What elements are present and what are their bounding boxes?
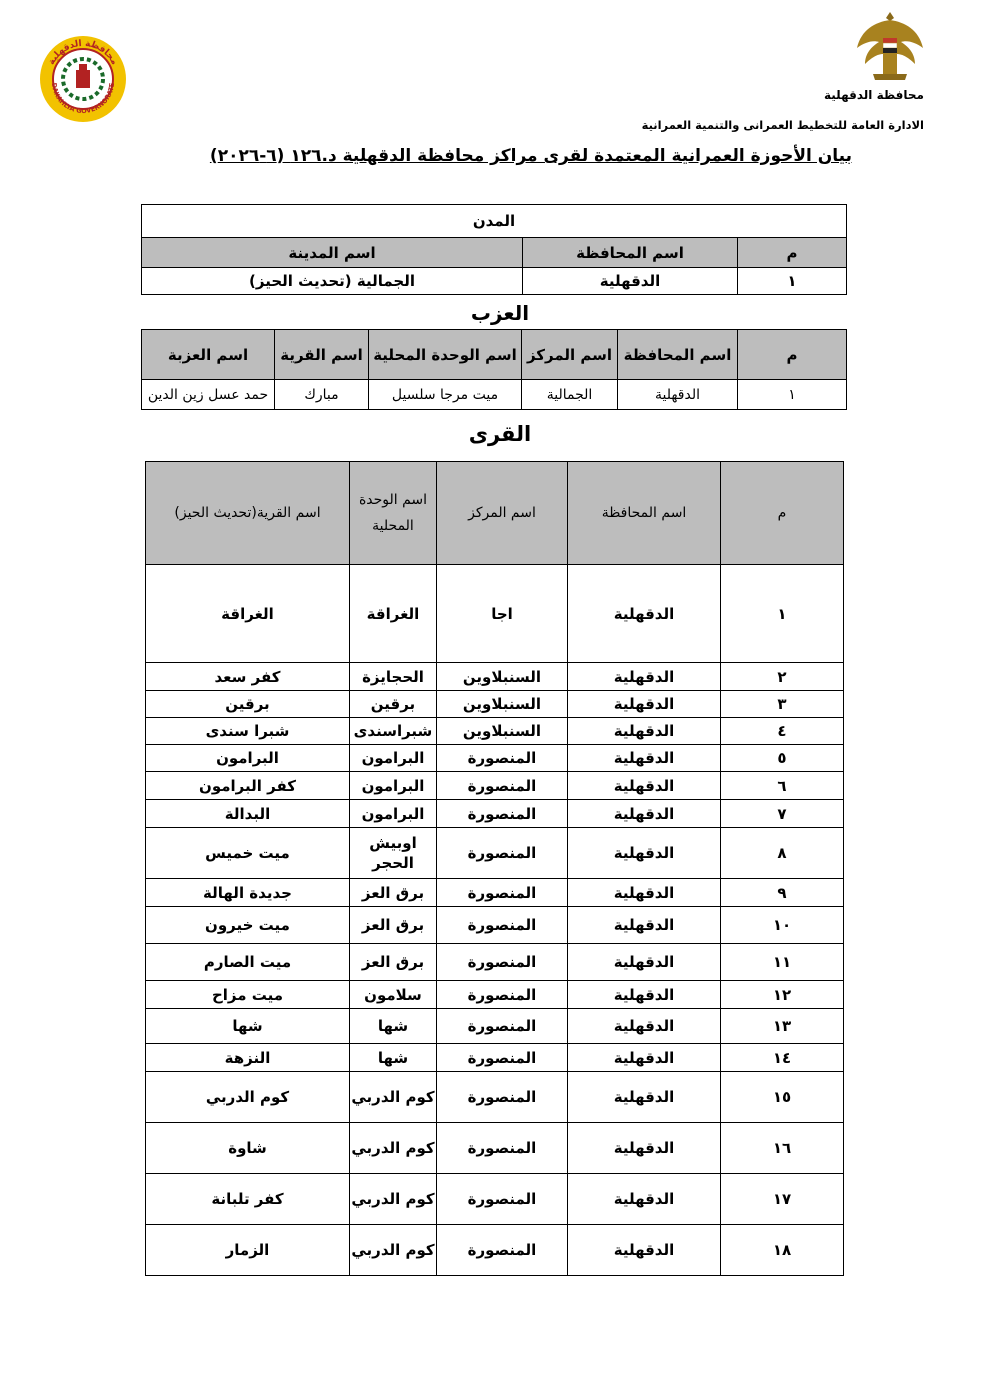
cell-unit: كوم الدربي <box>350 1072 437 1123</box>
col-markaz-header: اسم المركز <box>437 462 568 565</box>
table-row <box>146 745 844 772</box>
cell-markaz: السنبلاوين <box>437 691 568 718</box>
cell-markaz: المنصورة <box>437 1174 568 1225</box>
cell-governorate: الدقهلية <box>618 380 738 410</box>
cell-num: ٥ <box>721 745 844 772</box>
cell-unit: الغراقة <box>350 565 437 663</box>
table-row <box>146 1009 844 1044</box>
cell-num: ١٢ <box>721 981 844 1009</box>
table-row <box>142 268 847 295</box>
cell-governorate: الدقهلية <box>568 1225 721 1276</box>
cell-num: ١٠ <box>721 907 844 944</box>
cell-unit: شبراسندى <box>350 718 437 745</box>
cell-markaz: المنصورة <box>437 981 568 1009</box>
cell-num: ١٥ <box>721 1072 844 1123</box>
table-row <box>146 944 844 981</box>
cell-governorate: الدقهلية <box>568 1174 721 1225</box>
cell-markaz: المنصورة <box>437 745 568 772</box>
cell-village: مبارك <box>275 380 369 410</box>
cell-unit: اوبيش الحجر <box>350 828 437 879</box>
cell-ezba: حمد عسل زين الدين <box>142 380 275 410</box>
cell-markaz: المنصورة <box>437 1123 568 1174</box>
cell-num: ١٨ <box>721 1225 844 1276</box>
cell-unit: برق العز <box>350 879 437 907</box>
cell-governorate: الدقهلية <box>568 828 721 879</box>
table-row <box>146 663 844 691</box>
cell-unit: ميت مرجا سلسيل <box>369 380 522 410</box>
cell-unit: برقين <box>350 691 437 718</box>
cell-village: ميت خيرون <box>146 907 350 944</box>
cell-village: برقين <box>146 691 350 718</box>
cities-table <box>141 204 847 295</box>
cell-num: ٧ <box>721 800 844 828</box>
ezbas-section-title: العزب <box>470 301 530 325</box>
cell-unit: كوم الدربي <box>350 1174 437 1225</box>
cell-governorate: الدقهلية <box>568 879 721 907</box>
cell-markaz: المنصورة <box>437 907 568 944</box>
cell-markaz: السنبلاوين <box>437 718 568 745</box>
cell-markaz: المنصورة <box>437 1044 568 1072</box>
cell-markaz: المنصورة <box>437 1072 568 1123</box>
seal-text: محافظة الدقهلية <box>46 38 120 67</box>
cell-village: كفر البرامون <box>146 772 350 800</box>
cell-governorate: الدقهلية <box>568 944 721 981</box>
cell-markaz: المنصورة <box>437 944 568 981</box>
cities-section-title: المدن <box>142 205 847 238</box>
cell-village: كفر تلبانة <box>146 1174 350 1225</box>
cell-num: ١ <box>738 268 847 295</box>
cell-markaz: المنصورة <box>437 828 568 879</box>
table-row <box>146 1174 844 1225</box>
cell-unit: البرامون <box>350 745 437 772</box>
table-row <box>146 1225 844 1276</box>
cell-governorate: الدقهلية <box>568 663 721 691</box>
cell-governorate: الدقهلية <box>568 565 721 663</box>
col-num-header: م <box>721 462 844 565</box>
table-row <box>146 691 844 718</box>
table-row <box>146 828 844 879</box>
cell-unit: الحجايزة <box>350 663 437 691</box>
col-ezba-header: اسم العزبة <box>142 330 275 380</box>
cell-markaz: الجمالية <box>522 380 618 410</box>
cell-num: ٤ <box>721 718 844 745</box>
cell-markaz: المنصورة <box>437 879 568 907</box>
table-row <box>146 565 844 663</box>
cell-unit: البرامون <box>350 772 437 800</box>
cell-unit: برق العز <box>350 944 437 981</box>
table-row <box>146 981 844 1009</box>
cell-governorate: الدقهلية <box>568 800 721 828</box>
cell-village: شها <box>146 1009 350 1044</box>
document-title: بيان الأحوزة العمرانية المعتمدة لقرى مراكز محافظة الدقهلية د.١٢٦ (٦-٢٠٢٦) <box>209 146 852 166</box>
cell-village: جديدة الهالة <box>146 879 350 907</box>
cell-village: ميت مزاح <box>146 981 350 1009</box>
cell-governorate: الدقهلية <box>523 268 738 295</box>
cell-num: ١٧ <box>721 1174 844 1225</box>
cell-governorate: الدقهلية <box>568 1044 721 1072</box>
cell-num: ١١ <box>721 944 844 981</box>
cell-village: شاوة <box>146 1123 350 1174</box>
col-village-header: اسم القرية <box>275 330 369 380</box>
cell-governorate: الدقهلية <box>568 1123 721 1174</box>
cell-village: الزمار <box>146 1225 350 1276</box>
cell-village: شبرا سندى <box>146 718 350 745</box>
table-row <box>146 772 844 800</box>
cell-num: ١٤ <box>721 1044 844 1072</box>
governorate-seal-icon <box>38 34 128 124</box>
cell-markaz: المنصورة <box>437 800 568 828</box>
cell-unit: شها <box>350 1009 437 1044</box>
cell-markaz: السنبلاوين <box>437 663 568 691</box>
ezbas-table <box>141 329 847 410</box>
cell-num: ٢ <box>721 663 844 691</box>
table-row <box>142 380 847 410</box>
cell-num: ١ <box>738 380 847 410</box>
cell-governorate: الدقهلية <box>568 1072 721 1123</box>
cell-village: كوم الدربي <box>146 1072 350 1123</box>
cell-unit: برق العز <box>350 907 437 944</box>
cell-governorate: الدقهلية <box>568 718 721 745</box>
col-village-header: اسم القرية(تحديث الحيز) <box>146 462 350 565</box>
cell-governorate: الدقهلية <box>568 745 721 772</box>
cell-governorate: الدقهلية <box>568 981 721 1009</box>
cell-unit: كوم الدربي <box>350 1225 437 1276</box>
cell-village: البدالة <box>146 800 350 828</box>
cell-village: ميت خميس <box>146 828 350 879</box>
col-governorate-header: اسم المحافظة <box>568 462 721 565</box>
table-row <box>146 800 844 828</box>
cell-num: ٦ <box>721 772 844 800</box>
col-unit-header: اسم الوحدة المحلية <box>350 462 437 565</box>
col-unit-header: اسم الوحدة المحلية <box>369 330 522 380</box>
col-governorate-header: اسم المحافظة <box>618 330 738 380</box>
cell-unit: كوم الدربي <box>350 1123 437 1174</box>
department-line: الادارة العامة للتخطيط العمرانى والتنمية العمرانية <box>641 118 924 132</box>
cell-village: النزهة <box>146 1044 350 1072</box>
col-city-header: اسم المدينة <box>142 238 523 268</box>
table-row <box>146 907 844 944</box>
cell-village: كفر سعد <box>146 663 350 691</box>
cell-num: ١٦ <box>721 1123 844 1174</box>
cell-num: ٣ <box>721 691 844 718</box>
cell-unit: سلامون <box>350 981 437 1009</box>
cell-markaz: المنصورة <box>437 772 568 800</box>
col-num-header: م <box>738 330 847 380</box>
egypt-eagle-icon <box>855 8 925 86</box>
col-markaz-header: اسم المركز <box>522 330 618 380</box>
seal-text-en: DAKAHLYA GOVERNORATE <box>49 82 117 116</box>
cell-city: الجمالية (تحديث الحيز) <box>142 268 523 295</box>
cell-governorate: الدقهلية <box>568 691 721 718</box>
table-row <box>146 879 844 907</box>
cell-unit: شها <box>350 1044 437 1072</box>
cell-village: ميت الصارم <box>146 944 350 981</box>
cell-markaz: المنصورة <box>437 1009 568 1044</box>
col-num-header: م <box>738 238 847 268</box>
table-row <box>146 718 844 745</box>
cell-markaz: المنصورة <box>437 1225 568 1276</box>
cell-village: الغراقة <box>146 565 350 663</box>
table-row <box>146 1072 844 1123</box>
cell-governorate: الدقهلية <box>568 907 721 944</box>
cell-num: ٩ <box>721 879 844 907</box>
cell-governorate: الدقهلية <box>568 1009 721 1044</box>
cell-num: ٨ <box>721 828 844 879</box>
governorate-label: محافظة الدقهلية <box>824 88 924 102</box>
cell-markaz: اجا <box>437 565 568 663</box>
cell-num: ١٣ <box>721 1009 844 1044</box>
col-governorate-header: اسم المحافظة <box>523 238 738 268</box>
cell-unit: البرامون <box>350 800 437 828</box>
cell-village: البرامون <box>146 745 350 772</box>
villages-section-title: القرى <box>468 422 532 446</box>
cell-num: ١ <box>721 565 844 663</box>
villages-table <box>145 461 844 1276</box>
cell-governorate: الدقهلية <box>568 772 721 800</box>
table-row <box>146 1044 844 1072</box>
table-row <box>146 1123 844 1174</box>
